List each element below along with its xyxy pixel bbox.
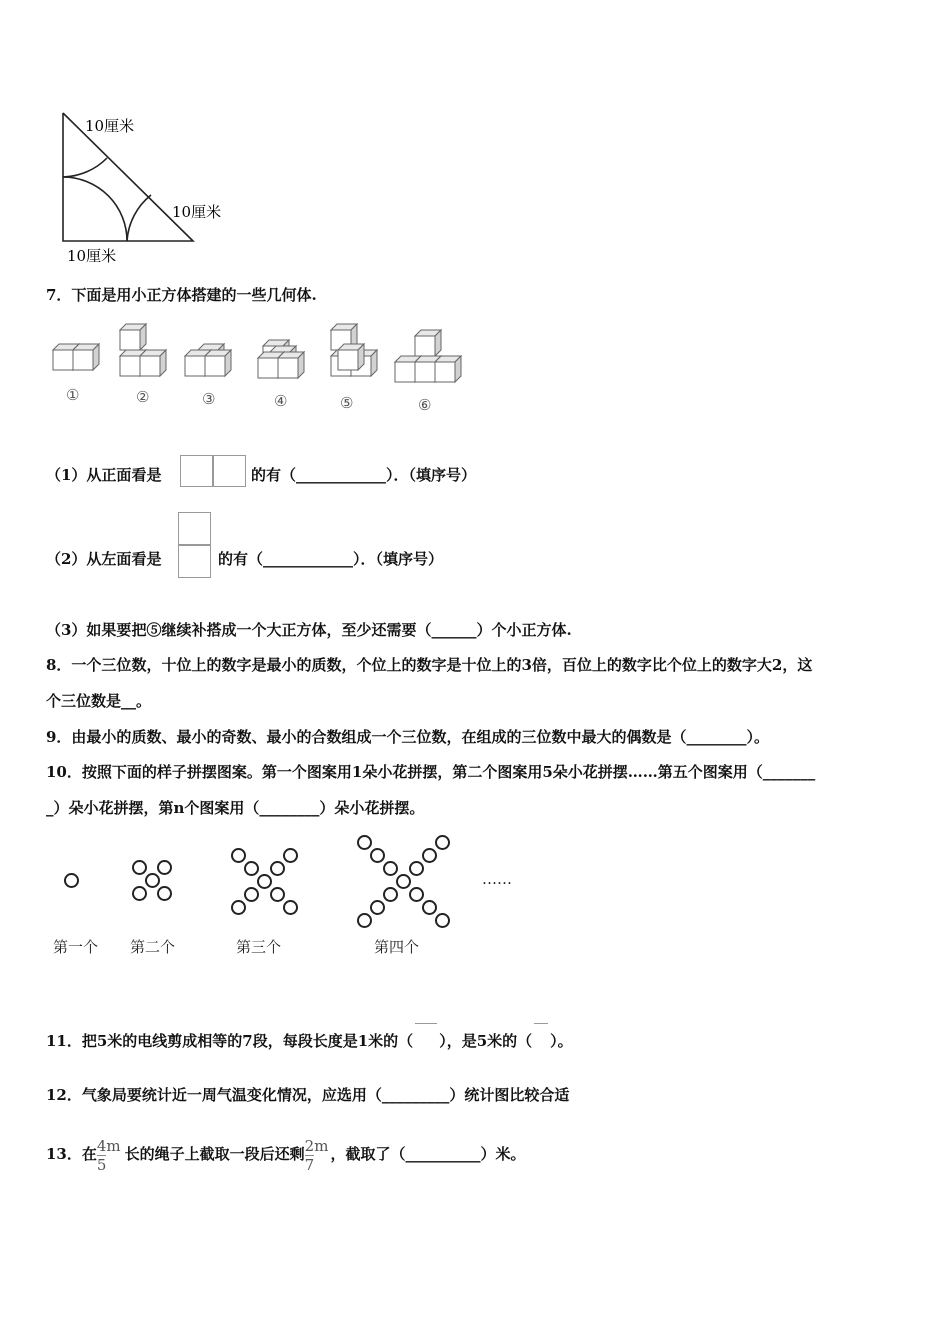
- question-8-line2: 个三位数是__。: [46, 692, 152, 710]
- pattern-caption-2: 第二个: [130, 938, 176, 956]
- question-8-line1: 8．一个三位数，十位上的数字是最小的质数，个位上的数字是十位上的3倍，百位上的数字比个位上的数字大2，这: [46, 656, 813, 674]
- flower: [383, 861, 398, 876]
- flower: [132, 860, 147, 875]
- q11-part-a: 11．把5米的电线剪成相等的7段，每段长度是1米的（: [46, 1032, 414, 1050]
- flower: [157, 860, 172, 875]
- flower: [370, 900, 385, 915]
- fraction-4-5: [97, 1137, 107, 1174]
- flower: [396, 874, 411, 889]
- pattern-caption-3: 第三个: [236, 938, 282, 956]
- flower: [435, 913, 450, 928]
- q13-part-b: 长的绳子上截取一段后还剩: [124, 1145, 305, 1163]
- flower: [145, 873, 160, 888]
- figure-1: [53, 344, 99, 370]
- figure-5: [331, 324, 377, 376]
- q11-part-c: ）。: [550, 1032, 573, 1050]
- flower: [409, 861, 424, 876]
- q13-part-a: 13．在: [46, 1145, 97, 1163]
- flower: [409, 887, 424, 902]
- flower: [357, 835, 372, 850]
- fraction-numerator: 4: [96, 1136, 107, 1155]
- fraction-2-7: [305, 1137, 315, 1174]
- figure-label-1: ①: [66, 386, 80, 404]
- flower: [157, 886, 172, 901]
- blank-fraction-1: [415, 1023, 437, 1024]
- triangle-label-bottom: 10厘米: [67, 247, 117, 265]
- flower: [383, 887, 398, 902]
- pattern-caption-1: 第一个: [53, 938, 99, 956]
- fraction-denominator: 7: [304, 1155, 315, 1174]
- figure-label-2: ②: [136, 388, 150, 406]
- flower: [244, 861, 259, 876]
- figure-label-4: ④: [274, 392, 288, 410]
- front-view-icon: [180, 455, 246, 487]
- pattern-ellipsis: ……: [482, 870, 512, 888]
- flower: [231, 900, 246, 915]
- fraction-denominator: 5: [96, 1155, 107, 1174]
- flower: [231, 848, 246, 863]
- q11-part-b: ），是5米的（: [439, 1032, 533, 1050]
- figure-3: [185, 344, 231, 376]
- unit-m: m: [314, 1137, 329, 1155]
- q7-sub2-suffix: 的有（____________）．（填序号）: [218, 550, 444, 568]
- q7-sub2-prefix: （2）从左面看是: [46, 550, 162, 568]
- figure-6: [395, 330, 461, 382]
- flower: [370, 848, 385, 863]
- question-10-line1: 10．按照下面的样子拼摆图案。第一个图案用1朵小花拼摆，第二个图案用5朵小花拼摆……第五个图案用（_______: [46, 763, 816, 781]
- figure-label-5: ⑤: [340, 394, 354, 412]
- flower: [257, 874, 272, 889]
- figure-label-3: ③: [202, 390, 216, 408]
- cube-figures: [48, 322, 468, 417]
- flower: [283, 848, 298, 863]
- triangle-label-hypotenuse: 10厘米: [172, 203, 222, 221]
- q7-sub3: （3）如果要把⑤继续补搭成一个大正方体，至少还需要（______）个小正方体.: [46, 621, 572, 639]
- figure-4: [258, 340, 304, 378]
- question-12: 12．气象局要统计近一周气温变化情况，应选用（_________）统计图比较合适: [46, 1086, 570, 1104]
- q7-sub1-prefix: （1）从正面看是: [46, 466, 162, 484]
- unit-m: m: [106, 1137, 121, 1155]
- flower: [422, 900, 437, 915]
- flower: [357, 913, 372, 928]
- flower: [435, 835, 450, 850]
- triangle-figure: [55, 105, 245, 270]
- question-10-line2: _）朵小花拼摆，第n个图案用（________）朵小花拼摆。: [46, 799, 425, 817]
- q7-sub1-suffix: 的有（____________）．（填序号）: [251, 466, 477, 484]
- question-7: 7．下面是用小正方体搭建的一些几何体.: [46, 286, 317, 304]
- left-view-icon: [178, 512, 211, 578]
- flower: [283, 900, 298, 915]
- flower: [64, 873, 79, 888]
- flower: [422, 848, 437, 863]
- pattern-caption-4: 第四个: [374, 938, 420, 956]
- figure-label-6: ⑥: [418, 396, 432, 414]
- question-9: 9．由最小的质数、最小的奇数、最小的合数组成一个三位数，在组成的三位数中最大的偶数是（________）。: [46, 728, 769, 746]
- q13-part-c: ，截取了（__________）米。: [330, 1145, 526, 1163]
- question-13: [46, 1126, 525, 1174]
- figure-2: [120, 324, 166, 376]
- flower: [270, 887, 285, 902]
- blank-fraction-2: [534, 1023, 548, 1024]
- flower: [270, 861, 285, 876]
- question-11: [46, 1023, 573, 1051]
- triangle-label-top: 10厘米: [85, 117, 135, 135]
- flower: [132, 886, 147, 901]
- flower: [244, 887, 259, 902]
- fraction-numerator: 2: [304, 1136, 315, 1155]
